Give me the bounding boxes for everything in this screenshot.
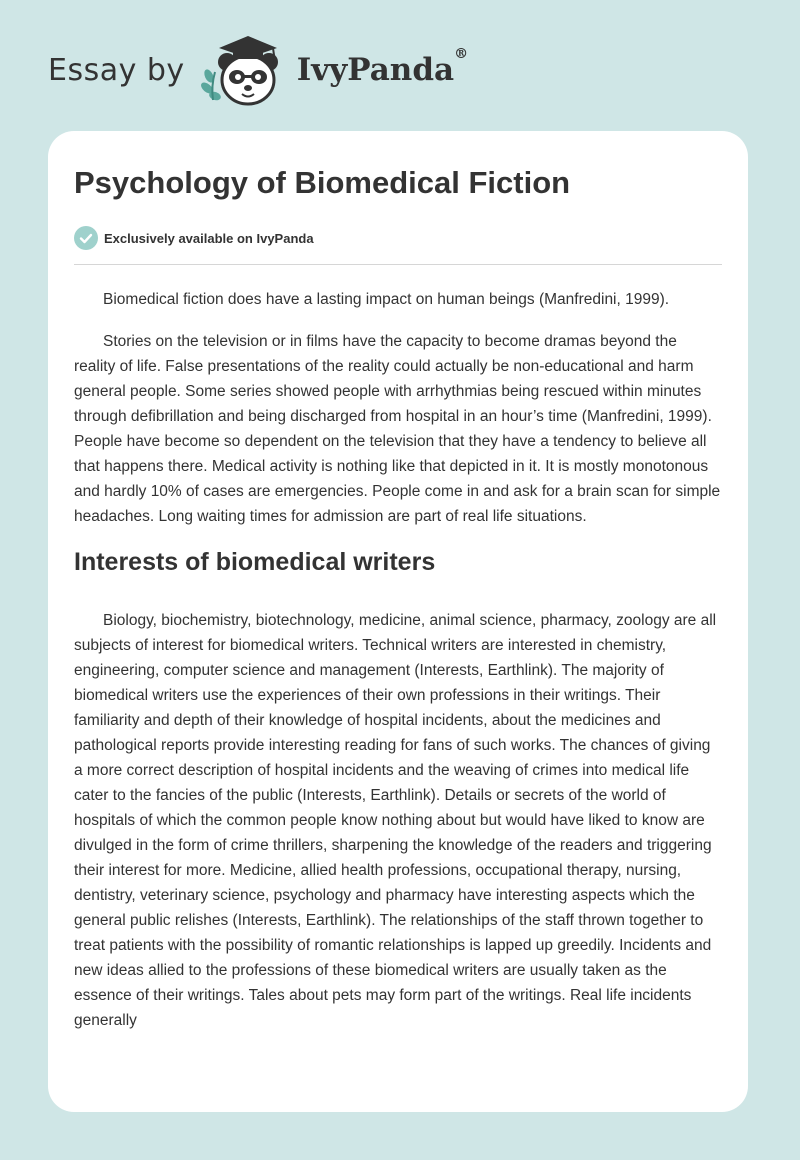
brand-name-text: IvyPanda — [296, 52, 455, 88]
paragraph-intro: Biomedical fiction does have a lasting impact on human beings (Manfredini, 1999). — [103, 291, 670, 308]
divider — [74, 264, 722, 265]
site-header — [48, 30, 468, 110]
exclusive-label: Exclusively available on IvyPanda — [104, 230, 314, 246]
panda-logo-icon[interactable] — [199, 30, 291, 110]
brand-name[interactable] — [296, 46, 469, 88]
article-card — [48, 131, 748, 1112]
page-title: Psychology of Biomedical Fiction — [74, 165, 571, 200]
paragraph-television: Stories on the television or in films have the capacity to become dramas beyond the reality of life. False presentations of the reality could actually be non-educational and harm general people. Some series showed people with arrhythmias being rescued within minutes through defibrillation and being discharged from hospital in an hour’s time (Manfredini, 1999). People have become so dependent on the television that they have a tendency to believe all that happens there. Medical activity is nothing like that depicted in it. It is mostly monotonous and hardly 10% of cases are emergencies. People come in and ask for a brain scan for simple headaches. Long waiting times for admission are part of real life situations. — [74, 333, 721, 525]
section-heading: Interests of biomedical writers — [74, 548, 436, 576]
paragraph-interests: Biology, biochemistry, biotechnology, medicine, animal science, pharmacy, zoology are all subjects of interest for biomedical writers. Technical writers are interested in chemistry, engineering, computer science and management (Interests, Earthlink). The majority of biomedical writers use the experiences of their own professions in their writings. Their familiarity and depth of their knowledge of hospital incidents, about the medicines and pathological reports provide interesting reading for fans of such works. The chances of giving a more correct description of hospital incidents and the weaving of crimes into medical life cater to the fancies of the public (Interests, Earthlink). Details or secrets of the world of hospitals of which the common people know nothing about but would have liked to know are divulged in the form of crime thrillers, sharpening the knowledge of the readers and triggering their interest for more. Medicine, allied health professions, occupational therapy, nursing, dentistry, veterinary science, psychology and pharmacy have interesting aspects which the general public relishes (Interests, Earthlink). The relationships of the staff thrown together to treat patients with the possibility of romantic relationships is lapped up greedily. Incidents and new ideas allied to the professions of these biomedical writers are usually taken as the essence of their writings. Tales about pets may form part of the writings. Real life incidents generally — [74, 612, 717, 1029]
essay-by-label: Essay by — [48, 52, 185, 88]
check-circle-icon — [74, 226, 98, 250]
exclusive-badge — [74, 226, 722, 250]
registered-mark: ® — [454, 46, 469, 62]
